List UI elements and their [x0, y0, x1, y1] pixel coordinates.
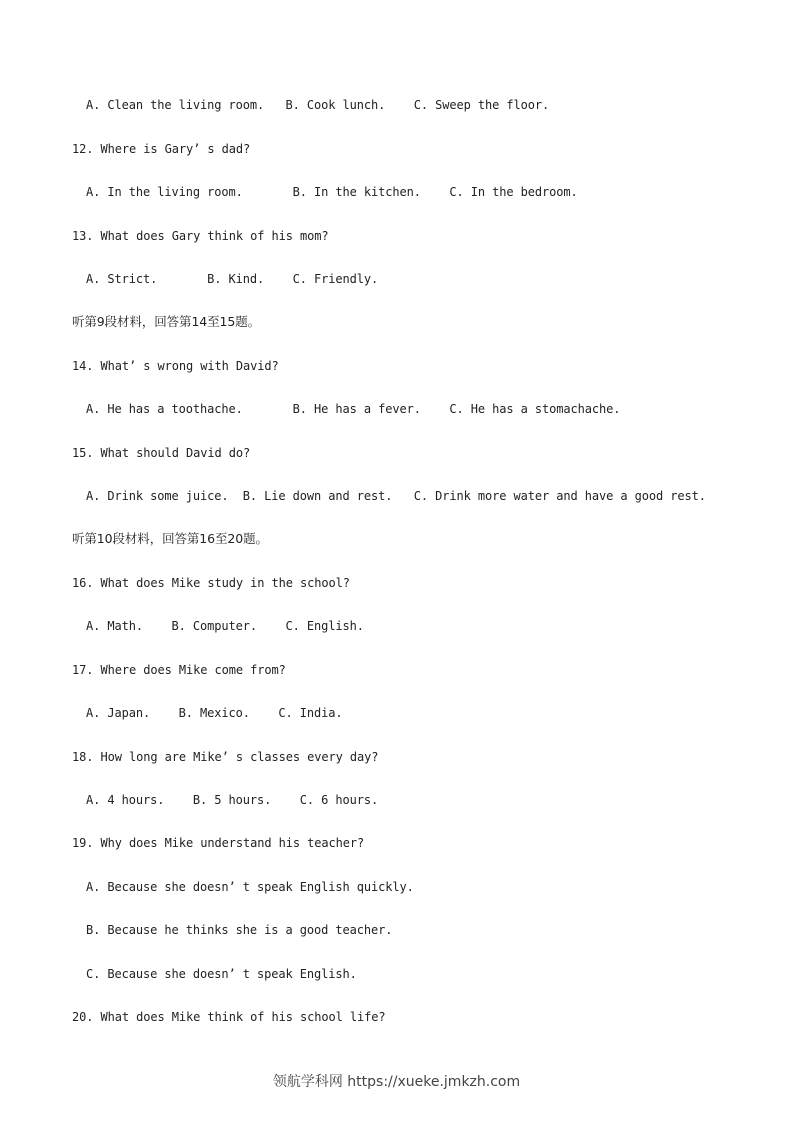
question-12: 12. Where is Gary’ s dad?: [72, 142, 251, 156]
q15-options: A. Drink some juice. B. Lie down and rest. C. Drink more water and have a good rest.: [86, 489, 706, 503]
question-13: 13. What does Gary think of his mom?: [72, 229, 329, 243]
footer-watermark: 领航学科网 https://xueke.jmkzh.com: [272, 1074, 521, 1090]
q19-option-b: B. Because he thinks she is a good teacher.: [86, 923, 393, 937]
q17-options: A. Japan. B. Mexico. C. India.: [86, 706, 343, 720]
question-18: 18. How long are Mike’ s classes every day?: [72, 750, 379, 764]
q12-options: A. In the living room. B. In the kitchen. C. In the bedroom.: [86, 185, 578, 199]
question-17: 17. Where does Mike come from?: [72, 663, 286, 677]
question-14: 14. What’ s wrong with David?: [72, 359, 279, 373]
q19-option-c: C. Because she doesn’ t speak English.: [86, 967, 357, 981]
q18-options: A. 4 hours. B. 5 hours. C. 6 hours.: [86, 793, 379, 807]
question-15: 15. What should David do?: [72, 446, 251, 460]
question-19: 19. Why does Mike understand his teacher?: [72, 836, 365, 850]
section-9-instruction: 听第9段材料，回答第14至15题。: [72, 314, 261, 329]
q19-option-a: A. Because she doesn’ t speak English quickly.: [86, 880, 414, 894]
q14-options: A. He has a toothache. B. He has a fever. C. He has a stomachache.: [86, 402, 621, 416]
question-16: 16. What does Mike study in the school?: [72, 576, 350, 590]
q11-options: A. Clean the living room. B. Cook lunch. C. Sweep the floor.: [86, 98, 550, 112]
q13-options: A. Strict. B. Kind. C. Friendly.: [86, 272, 379, 286]
q16-options: A. Math. B. Computer. C. English.: [86, 619, 364, 633]
section-10-instruction: 听第10段材料，回答第16至20题。: [72, 531, 268, 546]
question-20: 20. What does Mike think of his school life?: [72, 1010, 386, 1024]
